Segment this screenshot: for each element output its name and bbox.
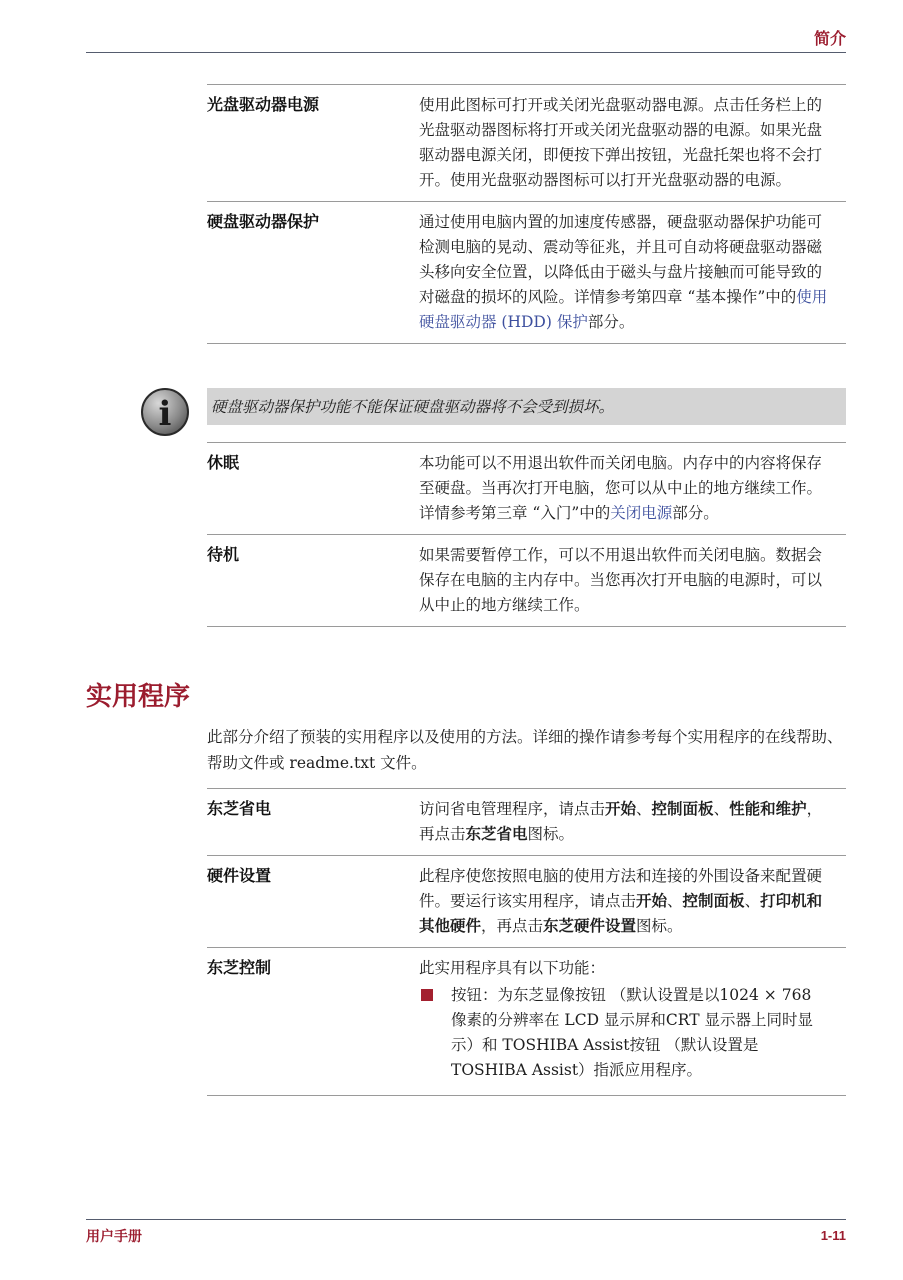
desc-text: 部分。 xyxy=(587,313,635,331)
desc-standby: 如果需要暂停工作，可以不用退出软件而关闭电脑。数据会保存在电脑的主内存中。当您再次打开电脑的电源时，可以从中止的地方继续工作。 xyxy=(419,546,823,614)
note-text: 硬盘驱动器保护功能不能保证硬盘驱动器将不会受到损坏。 xyxy=(207,388,846,425)
footer-divider xyxy=(86,1219,846,1220)
ui-path-power-saver: 东芝省电 xyxy=(465,825,528,843)
term-standby: 待机 xyxy=(207,545,240,564)
ui-path-hw-setup: 东芝硬件设置 xyxy=(543,917,637,935)
info-icon: i xyxy=(141,388,189,436)
table-row xyxy=(207,84,846,201)
desc-text: 、 xyxy=(636,800,652,818)
utilities-table xyxy=(207,788,846,1096)
term-hw-setup: 硬件设置 xyxy=(207,866,272,885)
table-row xyxy=(207,788,846,855)
section-intro: 此部分介绍了预装的实用程序以及使用的方法。详细的操作请参考每个实用程序的在线帮助、帮助文件或 readme.txt 文件。 xyxy=(207,728,843,772)
desc-toshiba-controls xyxy=(419,956,831,1083)
desc-hibernate xyxy=(419,451,831,526)
desc-hdd-protection xyxy=(419,210,831,335)
ui-path-control-panel: 控制面板 xyxy=(651,800,714,818)
table-row xyxy=(207,947,846,1096)
desc-text: 、 xyxy=(667,892,683,910)
desc-text: 图标。 xyxy=(527,825,575,843)
desc-text: 、 xyxy=(744,892,761,910)
table-row xyxy=(207,534,846,627)
desc-text: ，再点击 xyxy=(419,800,823,843)
bullet-square-icon xyxy=(421,989,433,1001)
desc-text: 访问省电管理程序，请点击 xyxy=(419,800,606,818)
desc-text: ，再点击 xyxy=(481,917,544,935)
link-use-hdd-protection[interactable]: 使用硬盘驱动器 (HDD) 保护 xyxy=(419,288,828,331)
desc-text: 图标。 xyxy=(636,917,683,935)
table-row xyxy=(207,855,846,947)
desc-text: 通过使用电脑内置的加速度传感器，硬盘驱动器保护功能可检测电脑的晃动、震动等征兆，并且可自动将硬盘驱动器磁头移向安全位置，以降低由于磁头与盘片接触而可能导致的对磁盘的损坏的风险。详情参考第四章 “基本操作”中的 xyxy=(419,213,823,306)
desc-toshiba-power-saver xyxy=(419,797,831,847)
page-header-title: 简介 xyxy=(813,31,846,48)
ui-path-start: 开始 xyxy=(636,892,668,910)
table-row xyxy=(207,442,846,534)
ui-path-performance: 性能和维护 xyxy=(729,800,807,818)
ui-path-start: 开始 xyxy=(605,800,637,818)
feature-table-2 xyxy=(207,442,846,627)
term-toshiba-controls: 东芝控制 xyxy=(207,958,272,977)
feature-table-1 xyxy=(207,84,846,344)
footer-manual-title: 用户手册 xyxy=(86,1229,142,1245)
desc-text: 本功能可以不用退出软件而关闭电脑。内存中的内容将保存至硬盘。当再次打开电脑，您可以从中止的地方继续工作。详情参考第三章 “入门”中的 xyxy=(419,454,823,522)
header-divider xyxy=(86,52,846,53)
link-shutdown[interactable]: 关闭电源 xyxy=(610,504,673,522)
desc-text: 此程序使您按照电脑的使用方法和连接的外围设备来配置硬件。要运行该实用程序，请点击 xyxy=(419,867,823,910)
page-number: 1-11 xyxy=(820,1228,846,1243)
section-title: 实用程序 xyxy=(86,682,191,712)
ui-path-control-panel: 控制面板 xyxy=(682,892,745,910)
table-row xyxy=(207,201,846,344)
term-toshiba-power-saver: 东芝省电 xyxy=(207,799,272,818)
bullet-text: 按钮：为东芝显像按钮 （默认设置是以1024 × 768 像素的分辨率在 LCD 显示屏和CRT 显示器上同时显示）和 TOSHIBA Assist按钮 （默认设置是 TOSHIBA Assist）指派应用程序。 xyxy=(451,986,813,1079)
desc-hw-setup xyxy=(419,864,831,939)
term-optical-drive-power: 光盘驱动器电源 xyxy=(207,95,320,114)
term-hibernate: 休眠 xyxy=(207,453,240,472)
desc-text: 此实用程序具有以下功能： xyxy=(419,959,606,977)
term-hdd-protection: 硬盘驱动器保护 xyxy=(207,212,320,231)
desc-text: 部分。 xyxy=(672,504,719,522)
ui-path-printers-hardware: 打印机和其他硬件 xyxy=(419,892,823,935)
list-item xyxy=(419,983,831,1083)
desc-text: 、 xyxy=(713,800,730,818)
desc-optical-drive-power: 使用此图标可打开或关闭光盘驱动器电源。点击任务栏上的光盘驱动器图标将打开或关闭光盘驱动器的电源。如果光盘驱动器电源关闭，即便按下弹出按钮，光盘托架也将不会打开。使用光盘驱动器图标可以打开光盘驱动器的电源。 xyxy=(419,96,823,189)
